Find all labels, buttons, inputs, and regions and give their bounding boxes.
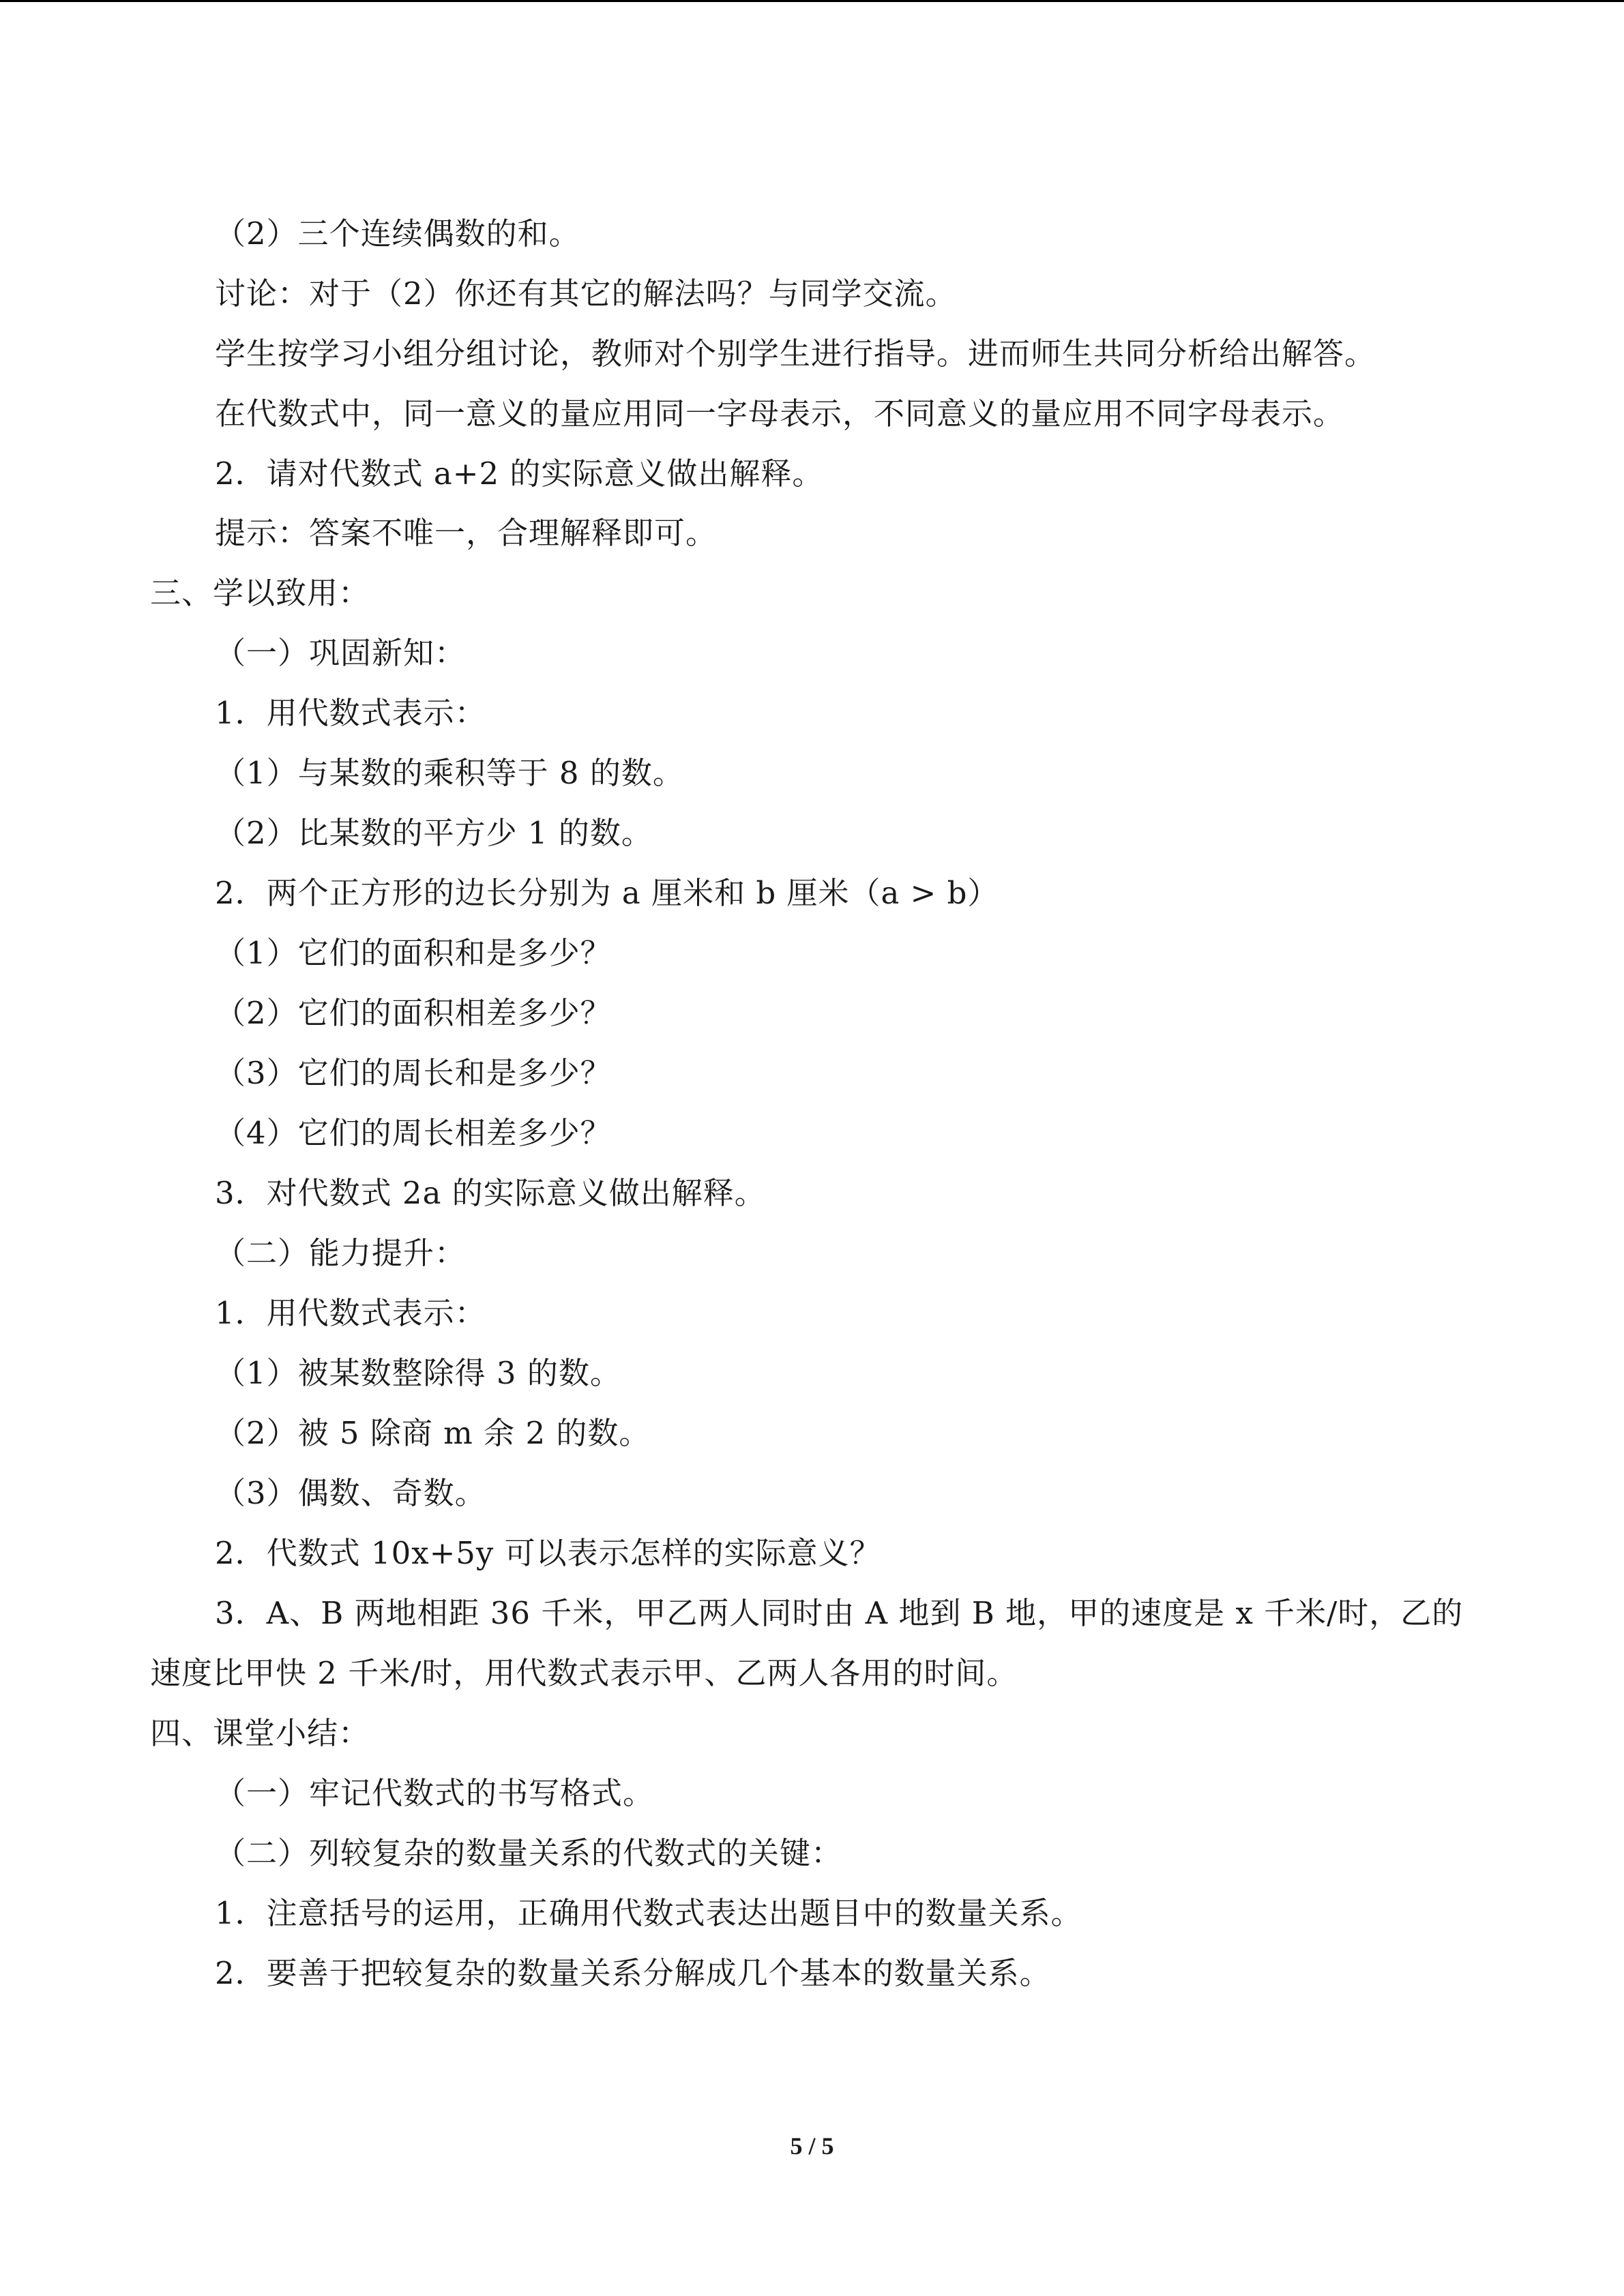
text-line: 2．要善于把较复杂的数量关系分解成几个基本的数量关系。 — [215, 1955, 1051, 1991]
text-line: 1．用代数式表示： — [215, 1295, 486, 1331]
text-line: 2．两个正方形的边长分别为 a 厘米和 b 厘米（a > b） — [215, 875, 999, 911]
text-line: （2）被 5 除商 m 余 2 的数。 — [215, 1415, 651, 1451]
text-line: 讨论：对于（2）你还有其它的解法吗？与同学交流。 — [215, 275, 957, 312]
text-line: （1）被某数整除得 3 的数。 — [215, 1355, 621, 1391]
text-line: 2．请对代数式 a+2 的实际意义做出解释。 — [215, 456, 824, 492]
text-line: 3．对代数式 2a 的实际意义做出解释。 — [215, 1175, 766, 1211]
text-line: （2）比某数的平方少 1 的数。 — [215, 815, 653, 851]
text-line: 学生按学习小组分组讨论，教师对个别学生进行指导。进而师生共同分析给出解答。 — [215, 336, 1376, 372]
section-heading: 四、课堂小结： — [150, 1715, 370, 1751]
subsection-heading: （二）能力提升： — [215, 1235, 467, 1271]
text-line: 1．用代数式表示： — [215, 695, 486, 731]
top-border — [0, 0, 1624, 2]
text-line: （4）它们的周长相差多少？ — [215, 1115, 612, 1151]
subsection-heading: （一）牢记代数式的书写格式。 — [215, 1775, 655, 1811]
text-line: 提示：答案不唯一，合理解释即可。 — [215, 515, 718, 551]
text-line: （1）它们的面积和是多少？ — [215, 935, 612, 971]
text-line: 3．A、B 两地相距 36 千米，甲乙两人同时由 A 地到 B 地，甲的速度是 x 千米/时，乙的 — [215, 1595, 1464, 1631]
subsection-heading: （二）列较复杂的数量关系的代数式的关键： — [215, 1835, 843, 1871]
page-number: 5 / 5 — [790, 2132, 834, 2160]
text-line: （2）它们的面积相差多少？ — [215, 995, 612, 1031]
text-line: 2．代数式 10x+5y 可以表示怎样的实际意义？ — [215, 1535, 881, 1571]
text-line: 在代数式中，同一意义的量应用同一字母表示，不同意义的量应用不同字母表示。 — [215, 396, 1345, 432]
text-line: （3）偶数、奇数。 — [215, 1475, 486, 1511]
text-line: 1．注意括号的运用，正确用代数式表达出题目中的数量关系。 — [215, 1895, 1082, 1931]
text-line: （2）三个连续偶数的和。 — [215, 215, 580, 252]
subsection-heading: （一）巩固新知： — [215, 635, 467, 671]
text-line: （1）与某数的乘积等于 8 的数。 — [215, 755, 684, 791]
text-line: （3）它们的周长和是多少？ — [215, 1055, 612, 1091]
section-heading: 三、学以致用： — [150, 575, 370, 611]
text-line: 速度比甲快 2 千米/时，用代数式表示甲、乙两人各用的时间。 — [150, 1655, 1018, 1691]
